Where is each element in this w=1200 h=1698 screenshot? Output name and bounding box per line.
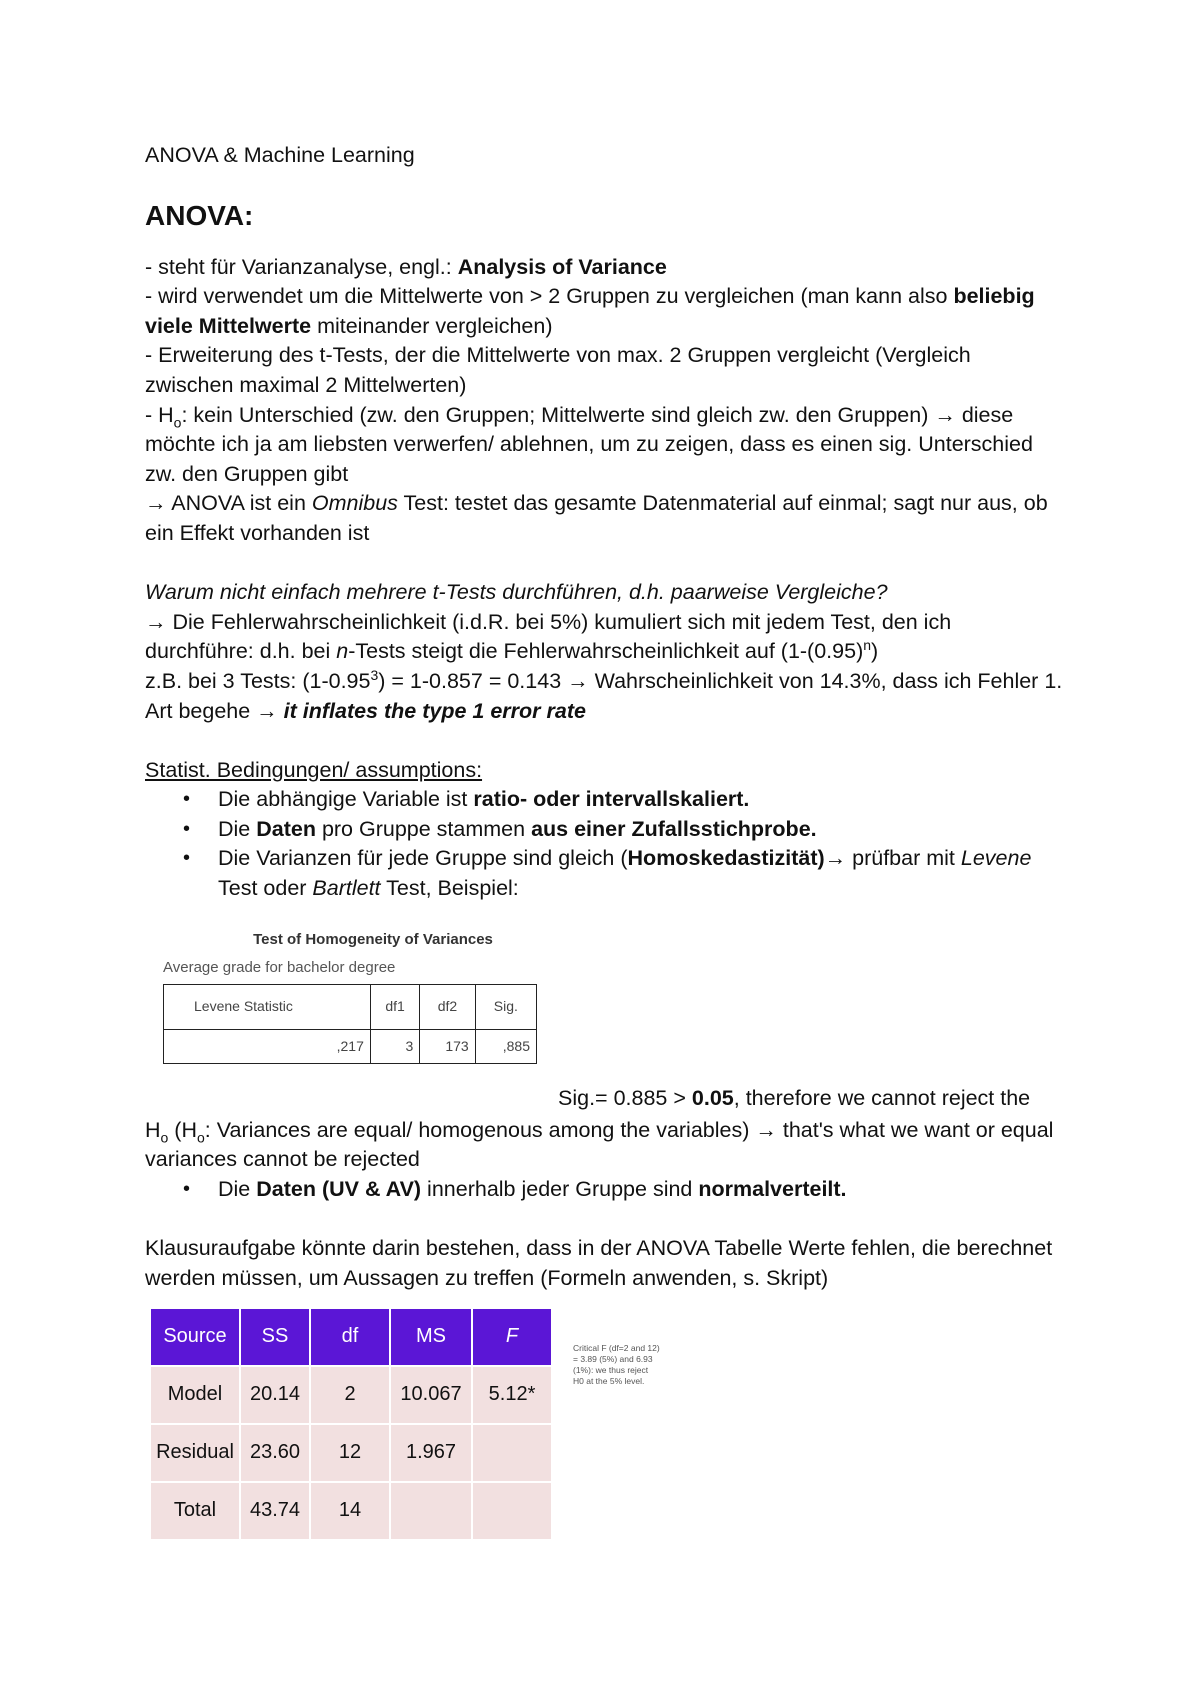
answer-line-1: → Die Fehlerwahrscheinlichkeit (i.d.R. bei 5%) kumuliert sich mit jedem Test, den ich durchführe: d.h. bei n-Tests steigt die Fehlerwahrscheinlichkeit auf $(1-(0.95)^n)$ xyxy=(145,609,952,664)
levene-value-cell: ,885 xyxy=(475,1029,536,1064)
intro-line-3: - Erweiterung des t-Tests, der die Mittelwerte von max. 2 Gruppen vergleicht (Vergleich zwischen maximal 2 Mittelwerten) xyxy=(145,343,971,397)
spacer xyxy=(145,1204,1065,1234)
levene-value-cell: 3 xyxy=(370,1029,419,1064)
anova-cell: 14 xyxy=(310,1482,390,1540)
anova-header-cell: SS xyxy=(240,1308,310,1366)
assumptions-heading: Statist. Bedingungen/ assumptions: xyxy=(145,757,483,782)
anova-header-cell: F xyxy=(472,1308,552,1366)
anova-row xyxy=(150,1366,552,1424)
assumption-item: • Die Varianzen für jede Gruppe sind gleich (Homoskedastizität)→ prüfbar mit Levene Test oder Bartlett Test, Beispiel: xyxy=(218,844,1065,903)
assumption-item: • Die Daten pro Gruppe stammen aus einer Zufallsstichprobe. xyxy=(218,815,1065,845)
anova-cell: 43.74 xyxy=(240,1482,310,1540)
anova-table xyxy=(149,1307,553,1541)
sig-text-line-2: $H_o$ ($H_o$: Variances are equal/ homogenous among the variables) → that's what we want or equal variances cannot be rejected xyxy=(145,1117,1054,1172)
anova-header-row xyxy=(150,1308,552,1366)
levene-figure-row xyxy=(145,930,1065,1116)
spacer xyxy=(145,549,1065,579)
anova-cell: Residual xyxy=(150,1424,240,1482)
document-body xyxy=(145,141,1065,1543)
question-line: Warum nicht einfach mehrere t-Tests durchführen, d.h. paarweise Vergleiche? xyxy=(145,580,888,605)
anova-cell: 1.967 xyxy=(390,1424,472,1482)
sig-text-line-1: Sig.= 0.885 > 0.05, therefore we cannot reject the xyxy=(558,1085,1031,1110)
anova-table-figure xyxy=(145,1307,1065,1543)
anova-header-cell: MS xyxy=(390,1308,472,1366)
anova-cell xyxy=(472,1482,552,1540)
anova-footnote: Critical F (df=2 and 12) = 3.89 (5%) and 6.93 (1%): we thus reject H0 at the 5% level. xyxy=(573,1343,660,1387)
anova-cell: 20.14 xyxy=(240,1366,310,1424)
levene-header-cell: Sig. xyxy=(475,984,536,1029)
spacer xyxy=(145,726,1065,756)
section-heading-anova: ANOVA: xyxy=(145,199,254,231)
anova-cell: 10.067 xyxy=(390,1366,472,1424)
intro-line-1: - steht für Varianzanalyse, engl.: Analysis of Variance xyxy=(145,254,667,279)
anova-cell xyxy=(472,1424,552,1482)
levene-header-cell: df1 xyxy=(370,984,419,1029)
intro-line-2: - wird verwendet um die Mittelwerte von > 2 Gruppen zu vergleichen (man kann also beliebig viele Mittelwerte miteinander vergleichen) xyxy=(145,284,1035,338)
levene-header-cell: df2 xyxy=(420,984,475,1029)
assumption-item: • Die Daten (UV & AV) innerhalb jeder Gruppe sind normalverteilt. xyxy=(218,1175,1065,1205)
intro-line-5: → ANOVA ist ein Omnibus Test: testet das gesamte Datenmaterial auf einmal; sagt nur aus, ob ein Effekt vorhanden ist xyxy=(145,491,1048,545)
levene-title: Test of Homogeneity of Variances xyxy=(253,930,493,948)
levene-table xyxy=(163,984,537,1065)
anova-cell: 12 xyxy=(310,1424,390,1482)
assumptions-list-continued xyxy=(145,1175,1065,1205)
levene-subtitle: Average grade for bachelor degree xyxy=(163,958,396,976)
answer-line-2: z.B. bei 3 Tests: $(1-0.95^3) = 1-0.857 = 0.143$ → Wahrscheinlichkeit von 14.3%, dass ich Fehler 1. Art begehe → it inflates the type 1 error rate xyxy=(145,666,1063,723)
exam-note: Klausuraufgabe könnte darin bestehen, dass in der ANOVA Tabelle Werte fehlen, die berechnet werden müssen, um Aussagen zu treffen (Formeln anwenden, s. Skript) xyxy=(145,1236,1053,1290)
intro-line-4: - $H_o$: kein Unterschied (zw. den Gruppen; Mittelwerte sind gleich zw. den Gruppen) → diese möchte ich ja am liebsten verwerfen/ ablehnen, um zu zeigen, dass es einen sig. Unterschied zw. den Gruppen gibt xyxy=(145,402,1033,486)
anova-cell: Total xyxy=(150,1482,240,1540)
levene-output-table xyxy=(163,930,543,1065)
anova-header-cell: Source xyxy=(150,1308,240,1366)
anova-cell: 23.60 xyxy=(240,1424,310,1482)
anova-cell: 2 xyxy=(310,1366,390,1424)
levene-value-cell: ,217 xyxy=(164,1029,371,1064)
anova-row xyxy=(150,1482,552,1540)
anova-cell: 5.12* xyxy=(472,1366,552,1424)
document-title: ANOVA & Machine Learning xyxy=(145,143,415,167)
assumption-item: • Die abhängige Variable ist ratio- oder intervallskaliert. xyxy=(218,785,1065,815)
anova-cell xyxy=(390,1482,472,1540)
anova-cell: Model xyxy=(150,1366,240,1424)
assumptions-list xyxy=(145,785,1065,903)
levene-header-cell: Levene Statistic xyxy=(164,984,371,1029)
anova-header-cell: df xyxy=(310,1308,390,1366)
anova-row xyxy=(150,1424,552,1482)
levene-value-cell: 173 xyxy=(420,1029,475,1064)
